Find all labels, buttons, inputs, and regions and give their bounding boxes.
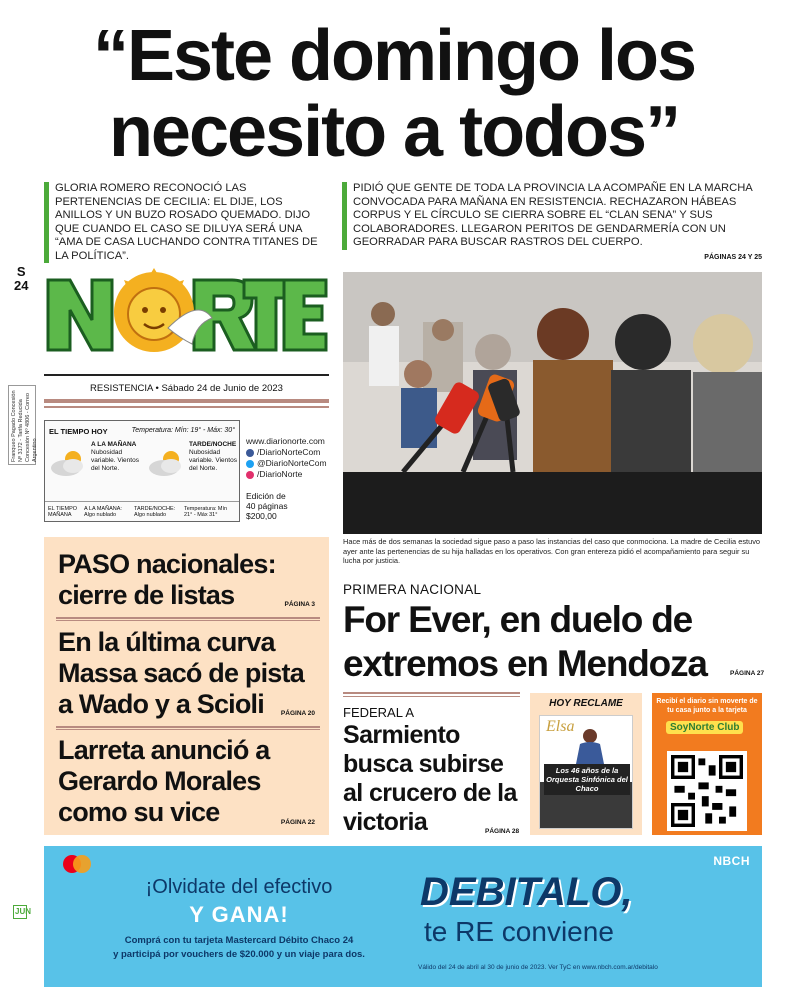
ad-details <box>69 934 409 962</box>
second-story-kicker: FEDERAL A <box>343 705 415 720</box>
partly-cloudy-icon <box>49 449 87 477</box>
story-larreta-page: PÁGINA 22 <box>280 819 315 826</box>
weather-morning <box>45 441 141 499</box>
ad-fine-print: Válido del 24 de abril al 30 de junio de 2023. Ver TyC en www.nbch.com.ar/debitalo <box>418 964 658 971</box>
month-tab: JUN <box>13 905 27 919</box>
evening-label: TARDE/NOCHE <box>189 441 237 448</box>
bank-logo: NBCH <box>713 854 750 868</box>
instagram-icon <box>246 471 254 479</box>
story-paso-title[interactable]: PASO nacionales: cierre de listas <box>58 549 276 610</box>
edition-price: $200,00 <box>246 511 277 521</box>
tomorrow-temp: Temperatura: Mín 21° - Máx 31° <box>184 506 228 518</box>
qr-code-icon <box>671 755 743 827</box>
politics-briefs-box <box>44 537 329 835</box>
story-massa-page: PÁGINA 20 <box>280 710 315 717</box>
edition-line1: Edición de <box>246 491 286 501</box>
norte-logo[interactable] <box>44 268 329 360</box>
photo-illustration <box>343 272 762 534</box>
subscription-promo[interactable] <box>652 693 762 835</box>
tomorrow-morning: A LA MAÑANA: Algo nublado <box>84 506 122 518</box>
dateline: RESISTENCIA • Sábado 24 de Junio de 2023 <box>44 374 329 403</box>
facebook-link[interactable] <box>246 447 338 458</box>
section-divider <box>343 692 520 697</box>
story-massa-title[interactable]: En la última curva Massa sacó de pista a Wado y a Scioli <box>58 627 304 719</box>
club-logo: SoyNorte Club <box>666 721 743 734</box>
magazine-cover <box>539 715 633 829</box>
partly-cloudy-icon <box>147 449 185 477</box>
main-story-page: PÁGINA 27 <box>730 670 765 677</box>
instagram-link[interactable] <box>246 469 338 480</box>
tomorrow-evening: TARDE/NOCHE: Algo nublado <box>134 506 176 518</box>
story-larreta-title[interactable]: Larreta anunció a Gerardo Morales como su vice <box>58 735 270 827</box>
main-headline: “Este domingo los necesito a todos” <box>92 16 696 172</box>
logo-graphic <box>44 268 329 360</box>
ad-line1: ¡Olvidate del efectivo <box>145 876 333 898</box>
facebook-handle: /DiarioNorteCom <box>257 447 321 457</box>
magazine-headline: Los 46 años de la Orquesta Sinfónica del Chaco <box>544 764 630 795</box>
press-conference-photo[interactable] <box>343 272 762 534</box>
tomorrow-title: EL TIEMPO MAÑANA <box>48 506 78 518</box>
edition-pages: 40 páginas <box>246 501 288 511</box>
mastercard-icon <box>61 854 93 874</box>
edition-code <box>14 265 28 293</box>
morning-text: Nubosidad variable. Vientos del Norte. <box>91 449 139 472</box>
photo-caption: Hace más de dos semanas la sociedad sigue paso a paso las instancias del caso que conmociona. La madre de Cecilia estuvo ayer ante las pertenencias de su hija halladas en los operativos. Con gran entereza pidió el acompañamiento para seguir su lucha por justicia. <box>343 537 760 565</box>
edition-letter: S <box>16 264 26 279</box>
story-divider <box>56 617 320 621</box>
twitter-handle: @DiarioNorteCom <box>257 458 327 468</box>
ad-details-line1: Comprá con tu tarjeta Mastercard Débito Chaco 24 <box>124 935 354 946</box>
ad-details-line2: y participá por vouchers de $20.000 y un viaje para dos. <box>113 949 365 960</box>
main-story-kicker: PRIMERA NACIONAL <box>343 582 482 597</box>
twitter-icon <box>246 460 254 468</box>
magazine-promo[interactable] <box>530 693 642 835</box>
weather-box <box>44 420 240 522</box>
facebook-icon <box>246 449 254 457</box>
weather-evening <box>143 441 239 499</box>
subhead-left: GLORIA ROMERO RECONOCIÓ LAS PERTENENCIAS DE CECILIA: EL DIJE, LOS ANILLOS Y UN BUZO ROSADO QUEMADO. DIJO QUE CUANDO EL CASO SE DILUYA SERÁ UNA “AMA DE CASA LUCHANDO CONTRA TITANES DE LA POLÍTICA”. <box>44 182 329 263</box>
weather-temperature: Temperatura: Mín: 19° - Máx: 30° <box>131 427 235 434</box>
edition-info <box>246 491 288 521</box>
twitter-link[interactable] <box>246 458 338 469</box>
nbch-advertisement[interactable] <box>44 846 762 987</box>
ad-slogan-main: DEBITALO, <box>420 870 633 914</box>
morning-label: A LA MAÑANA <box>91 441 137 448</box>
second-story-title[interactable]: Sarmiento busca subirse al crucero de la victoria <box>343 721 517 836</box>
magazine-promo-title: HOY RECLAME <box>549 698 623 709</box>
weather-title: EL TIEMPO HOY <box>49 427 108 436</box>
main-story-title[interactable]: For Ever, en duelo de extremos en Mendoza <box>343 599 707 684</box>
qr-code[interactable] <box>667 751 747 831</box>
ad-slogan-sub: te RE conviene <box>424 916 614 947</box>
instagram-handle: /DiarioNorte <box>257 469 303 479</box>
story-paso-page: PÁGINA 3 <box>284 601 315 608</box>
ad-line2: Y GANA! <box>189 902 289 927</box>
second-story-page: PÁGINA 28 <box>485 828 520 835</box>
magazine-name: Elsa <box>546 718 575 735</box>
website-link[interactable]: www.diarionorte.com <box>246 436 325 446</box>
postal-info: Franqueo Pagado Concesión Nº 3172 - Tarifa Reducida Concesión Nº 4806 - Correo Argentino <box>8 385 36 465</box>
subscription-text: Recibí el diario sin moverte de tu casa junto a la tarjeta <box>656 698 758 714</box>
edition-number: 24 <box>14 278 29 293</box>
story-divider <box>56 726 320 730</box>
weather-tomorrow <box>45 501 239 522</box>
evening-text: Nubosidad variable. Vientos del Norte. <box>189 449 237 472</box>
pages-reference: PÁGINAS 24 Y 25 <box>704 254 762 261</box>
contact-info <box>246 436 338 480</box>
subhead-right: PIDIÓ QUE GENTE DE TODA LA PROVINCIA LA ACOMPAÑE EN LA MARCHA CONVOCADA PARA MAÑANA EN RESISTENCIA. RECHAZARON HÁBEAS CORPUS Y EL CÍRCULO SE CIERRA SOBRE EL “CLAN SENA” Y SUS COLABORADORES. LLEGARON PERITOS DE GENDARMERÍA CON UN GEORRADAR PARA BUSCAR RASTROS DEL CUERPO. <box>342 182 762 250</box>
